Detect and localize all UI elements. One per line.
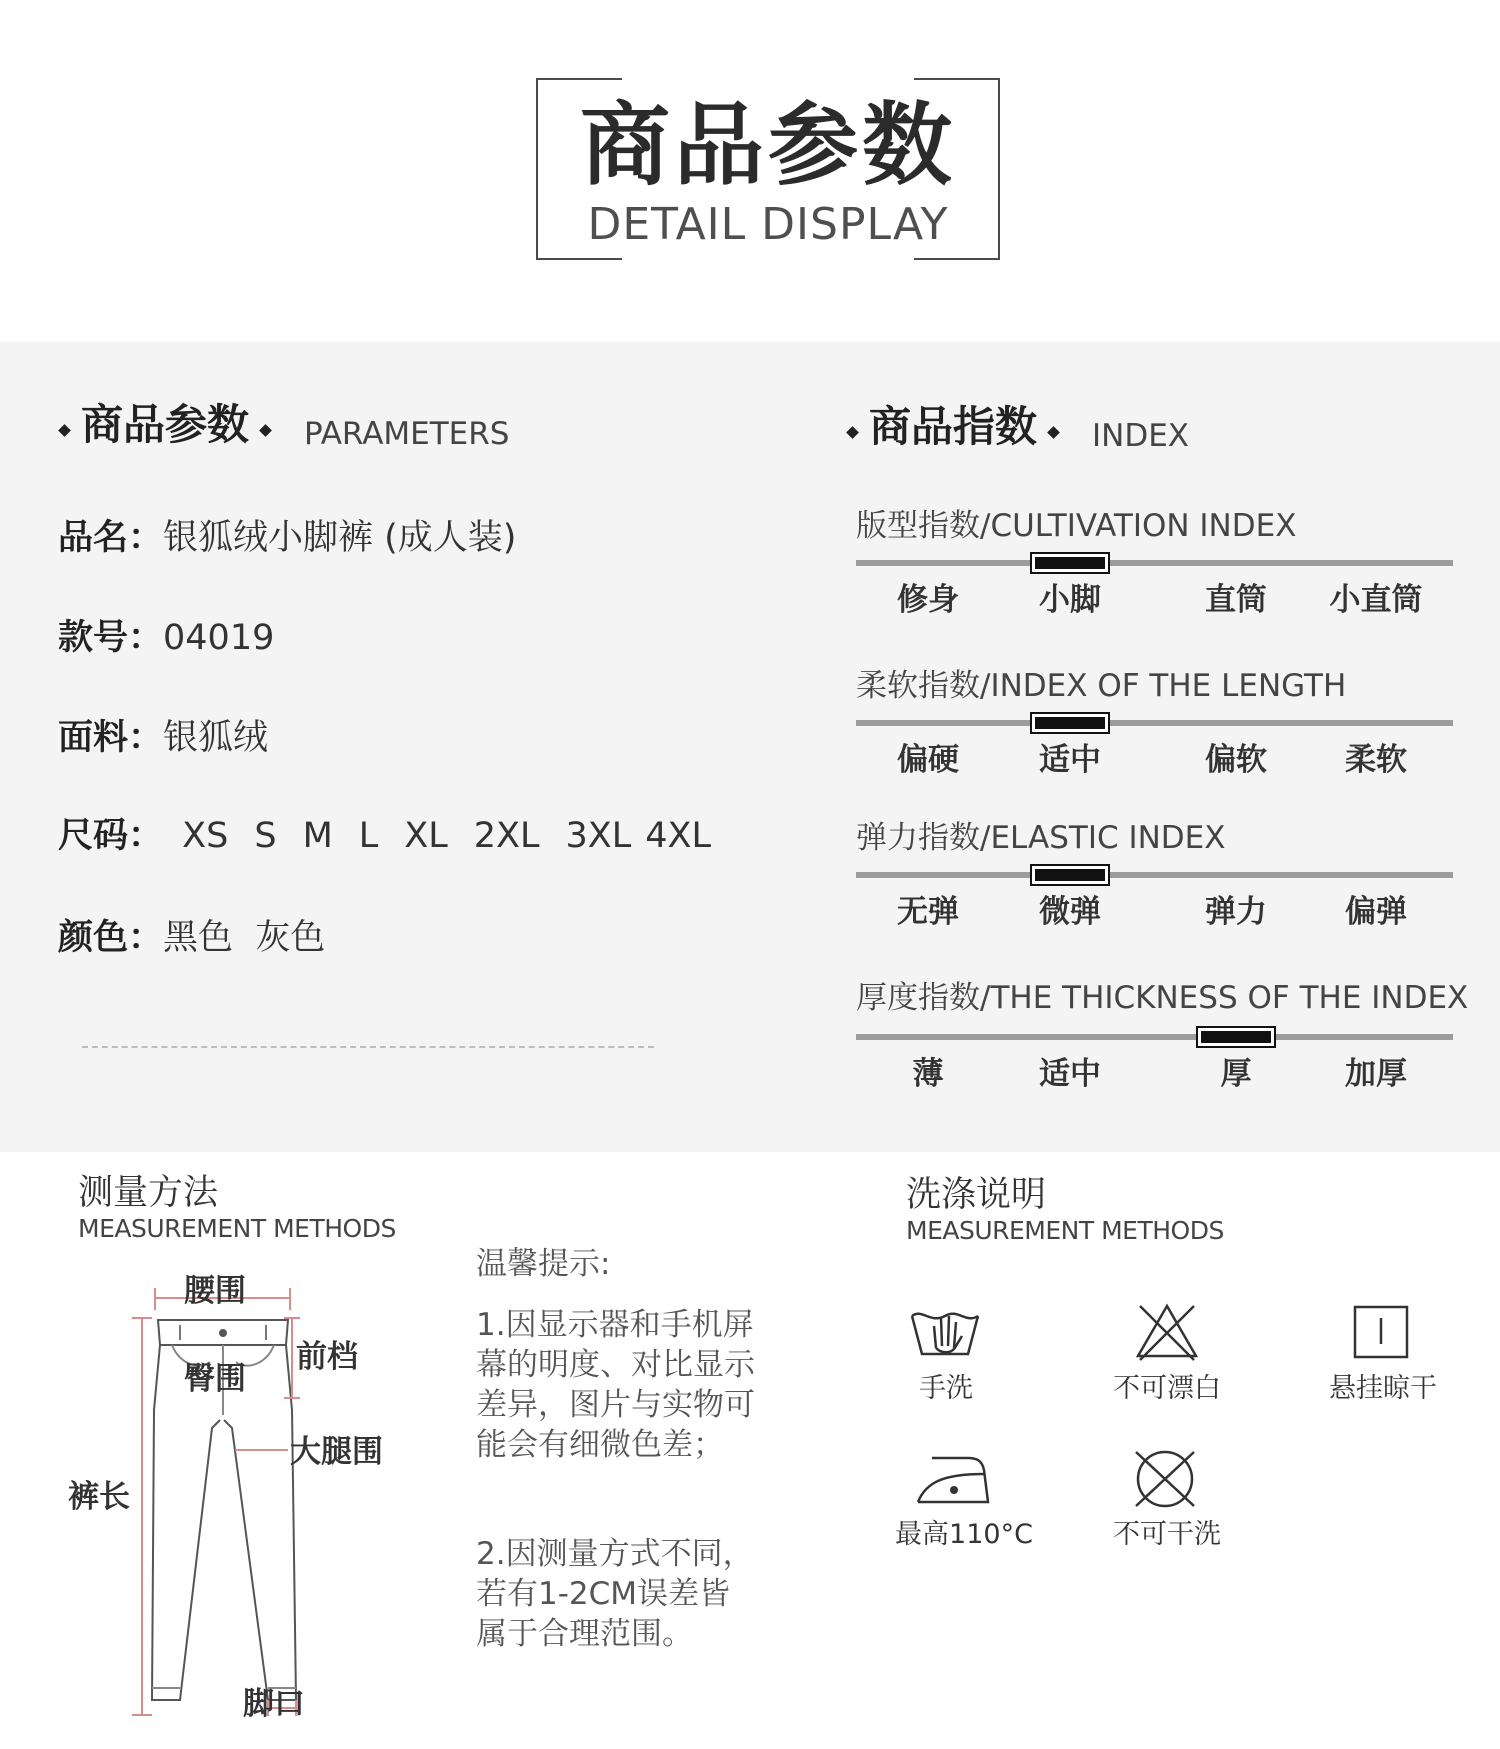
param-row-style-no <box>58 616 274 660</box>
diamond-icon <box>1047 426 1060 439</box>
no-dry-clean-icon <box>1130 1446 1200 1512</box>
param-label: 颜色： <box>58 918 164 958</box>
wash-label: 最高110°C <box>895 1519 1033 1550</box>
index-bar <box>856 872 1453 878</box>
param-label: 面料： <box>58 718 164 758</box>
size-list <box>171 816 737 856</box>
label-front-rise: 前档 <box>296 1339 358 1375</box>
diamond-icon <box>846 426 859 439</box>
size-option: 4XL <box>645 816 712 856</box>
wash-label: 手洗 <box>919 1373 973 1404</box>
param-value: 银狐绒小脚裤 (成人装) <box>163 518 517 558</box>
index-item-title: 厚度指数/THE THICKNESS OF THE INDEX <box>856 980 1469 1016</box>
param-value: 黑色 灰色 <box>163 918 326 958</box>
no-bleach-icon <box>1132 1302 1202 1362</box>
param-value: 银狐绒 <box>163 718 269 758</box>
size-option: XS <box>182 816 229 856</box>
param-row-fabric <box>58 716 268 760</box>
index-option: 小脚 <box>1039 582 1101 618</box>
index-option: 适中 <box>1039 1056 1101 1092</box>
label-waist: 腰围 <box>184 1273 246 1309</box>
index-bar <box>856 560 1453 566</box>
parameters-title-en: PARAMETERS <box>304 416 510 452</box>
dashed-divider <box>82 1046 654 1048</box>
size-option: 2XL <box>473 816 540 856</box>
size-option: XL <box>404 816 448 856</box>
wash-label: 不可干洗 <box>1113 1519 1221 1550</box>
index-option: 加厚 <box>1345 1056 1407 1092</box>
tip-1: 1.因显示器和手机屏幕的明度、对比显示差异，图片与实物可能会有细微色差； <box>476 1307 755 1463</box>
index-option: 无弹 <box>897 894 959 930</box>
index-item-title: 版型指数/CULTIVATION INDEX <box>856 508 1297 544</box>
wash-label: 悬挂晾干 <box>1329 1373 1437 1404</box>
washing-title: 洗涤说明 <box>906 1175 1047 1215</box>
label-thigh: 大腿围 <box>290 1434 383 1470</box>
param-row-sizes <box>58 814 737 858</box>
index-option: 小直筒 <box>1329 582 1423 618</box>
index-option: 柔软 <box>1345 742 1407 778</box>
parameters-title: 商品参数 <box>81 400 250 449</box>
param-label: 尺码： <box>58 816 164 856</box>
index-option: 修身 <box>897 582 959 618</box>
parameters-heading <box>52 400 282 450</box>
tips-title: 温馨提示: <box>476 1246 611 1282</box>
param-label: 品名： <box>58 518 164 558</box>
param-value: 04019 <box>163 618 275 658</box>
hand-wash-icon <box>908 1296 982 1364</box>
diamond-icon <box>58 424 71 437</box>
index-heading <box>840 402 1070 452</box>
index-marker <box>1032 714 1108 732</box>
iron-icon <box>914 1452 992 1508</box>
header-subtitle: DETAIL DISPLAY <box>587 199 949 250</box>
line-dry-icon <box>1352 1304 1410 1360</box>
size-option: L <box>358 816 379 856</box>
index-item-title: 弹力指数/ELASTIC INDEX <box>856 820 1226 856</box>
diamond-icon <box>259 424 272 437</box>
index-option: 适中 <box>1039 742 1101 778</box>
index-title-en: INDEX <box>1092 418 1190 454</box>
measurement-title-en: MEASUREMENT METHODS <box>78 1214 396 1243</box>
label-hem: 脚口 <box>243 1686 305 1722</box>
index-option: 弹力 <box>1205 894 1267 930</box>
washing-title-en: MEASUREMENT METHODS <box>906 1216 1224 1245</box>
index-item-title: 柔软指数/INDEX OF THE LENGTH <box>856 668 1347 704</box>
index-option: 直筒 <box>1205 582 1267 618</box>
index-bar <box>856 1034 1453 1040</box>
index-option: 微弹 <box>1039 894 1101 930</box>
size-option: S <box>254 816 277 856</box>
size-option: 3XL <box>565 816 632 856</box>
param-label: 款号： <box>58 618 164 658</box>
index-option: 偏硬 <box>897 742 959 778</box>
tip-2: 2.因测量方式不同，若有1-2CM误差皆属于合理范围。 <box>476 1536 754 1652</box>
label-hip: 臀围 <box>184 1361 246 1397</box>
index-option: 厚 <box>1220 1056 1252 1092</box>
measurement-title: 测量方法 <box>78 1173 219 1213</box>
index-marker <box>1032 554 1108 572</box>
index-marker <box>1198 1028 1274 1046</box>
size-option: M <box>302 816 333 856</box>
index-option: 偏弹 <box>1345 894 1407 930</box>
header-title: 商品参数 <box>580 93 956 198</box>
index-option: 偏软 <box>1205 742 1267 778</box>
index-option: 薄 <box>912 1056 944 1092</box>
param-row-color <box>58 916 325 960</box>
measurement-guides <box>132 1288 300 1716</box>
wash-label: 不可漂白 <box>1113 1373 1221 1404</box>
index-marker <box>1032 866 1108 884</box>
label-length: 裤长 <box>68 1479 130 1515</box>
param-row-name <box>58 516 516 560</box>
index-title: 商品指数 <box>869 402 1038 451</box>
index-bar <box>856 720 1453 726</box>
